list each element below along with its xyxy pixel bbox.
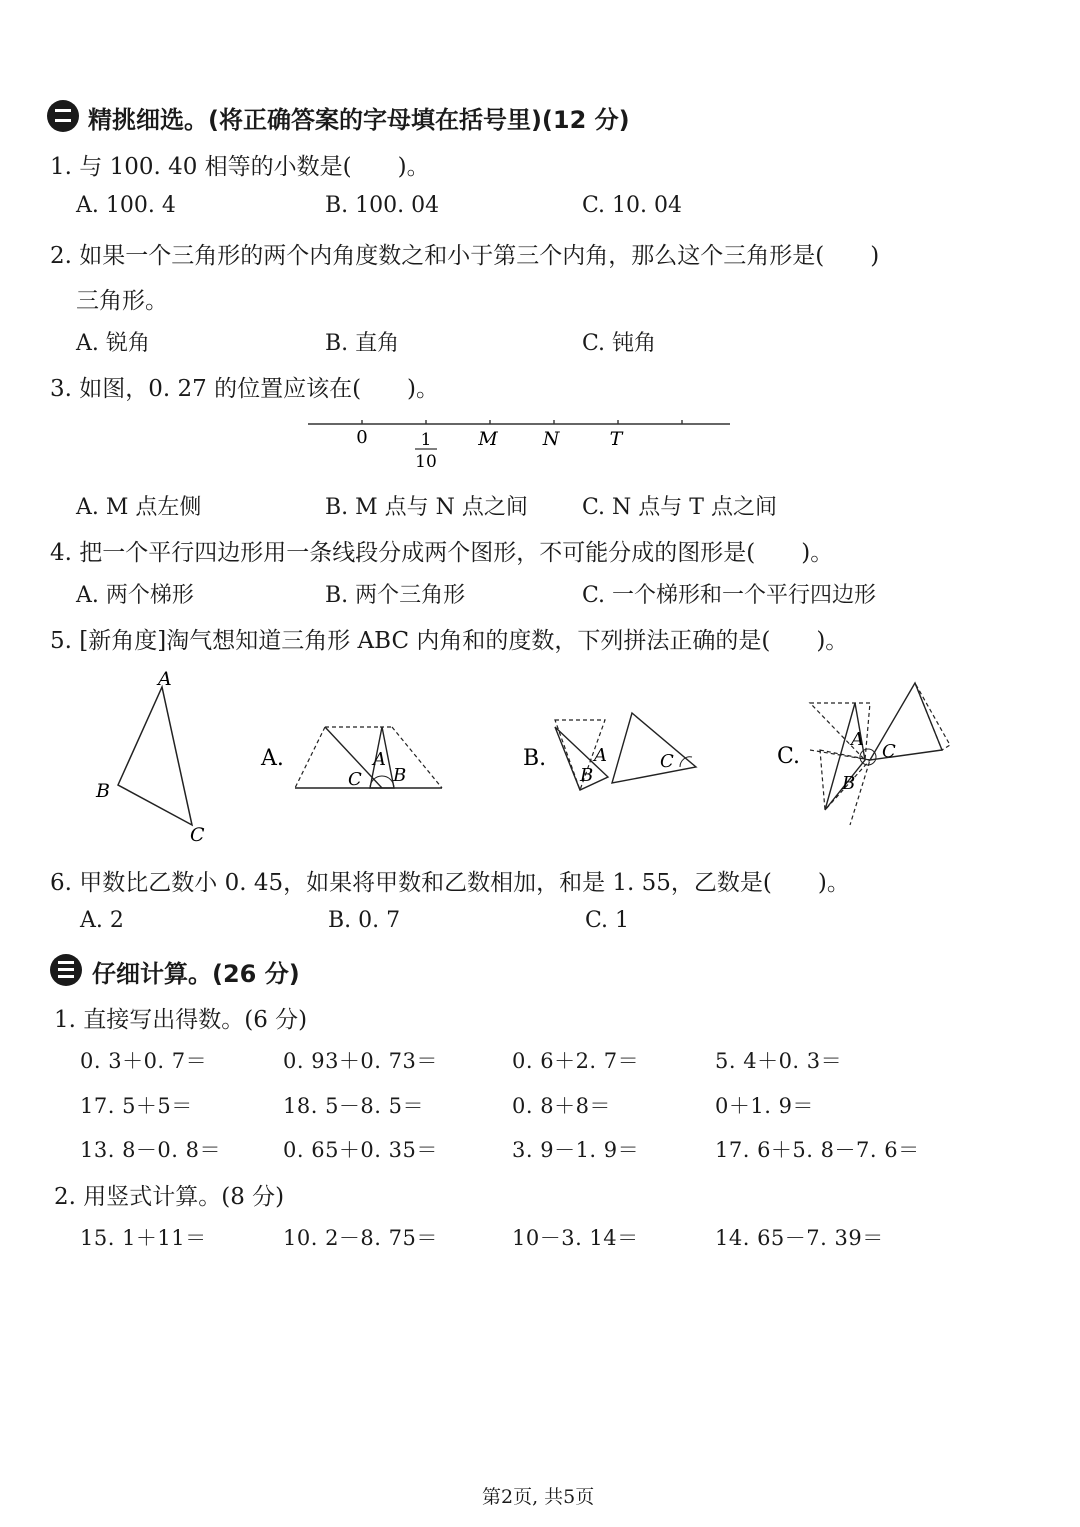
question-2: 2. 如果一个三角形的两个内角度数之和小于第三个内角，那么这个三角形是( )	[50, 243, 880, 269]
label-zero: 0	[356, 427, 368, 448]
calc-part-2-title: 2. 用竖式计算。(8 分)	[54, 1184, 285, 1210]
number-line-figure	[300, 410, 740, 475]
question-5: 5. [新角度]淘气想知道三角形 ABC 内角和的度数，下列拼法正确的是( )。	[50, 628, 849, 654]
option-b-vertex-c: C	[660, 751, 674, 772]
q2-option-c: C. 钝角	[582, 331, 657, 356]
section-number-badge-2	[47, 100, 79, 132]
q6-option-b: B. 0. 7	[328, 908, 401, 933]
vertical-calc-item: 10. 2－8. 75＝	[283, 1226, 438, 1250]
option-a-label: A.	[261, 746, 284, 771]
q2-option-b: B. 直角	[325, 331, 400, 356]
calc-item: 3. 9－1. 9＝	[512, 1138, 640, 1162]
q2-option-a: A. 锐角	[76, 331, 150, 356]
calc-item: 0. 8＋8＝	[512, 1094, 611, 1118]
question-6: 6. 甲数比乙数小 0. 45，如果将甲数和乙数相加，和是 1. 55，乙数是( )。	[50, 870, 850, 896]
option-c-vertex-a: A	[851, 729, 864, 750]
option-c-figure	[777, 683, 950, 825]
calc-part-1-title: 1. 直接写出得数。(6 分)	[54, 1007, 308, 1033]
q1-option-c: C. 10. 04	[582, 193, 683, 218]
question-4: 4. 把一个平行四边形用一条线段分成两个图形，不可能分成的图形是( )。	[50, 540, 834, 566]
q3-option-c: C. N 点与 T 点之间	[582, 495, 777, 520]
q1-option-b: B. 100. 04	[325, 193, 440, 218]
triangle-figures	[80, 665, 960, 850]
vertical-calc-item: 10－3. 14＝	[512, 1226, 639, 1250]
q4-option-c: C. 一个梯形和一个平行四边形	[582, 583, 877, 608]
vertical-calc-item: 14. 65－7. 39＝	[715, 1226, 884, 1250]
label-n: N	[542, 428, 560, 450]
calc-item: 0＋1. 9＝	[715, 1094, 814, 1118]
vertex-label-b: B	[96, 780, 110, 802]
triangle-abc	[95, 668, 205, 846]
section-3-title: 仔细计算。(26 分)	[92, 960, 300, 988]
question-1: 1. 与 100. 40 相等的小数是( )。	[50, 154, 430, 180]
option-b-vertex-b: B	[580, 765, 594, 786]
calc-item: 13. 8－0. 8＝	[80, 1138, 222, 1162]
q3-option-b: B. M 点与 N 点之间	[325, 495, 528, 520]
vertex-label-a: A	[158, 668, 172, 690]
calc-item: 0. 65＋0. 35＝	[283, 1138, 438, 1162]
section-2-title: 精挑细选。(将正确答案的字母填在括号里)(12 分)	[88, 106, 630, 134]
label-frac-numerator: 1	[420, 430, 432, 450]
option-a-vertex-a: A	[373, 749, 386, 770]
q6-option-a: A. 2	[80, 908, 124, 933]
vertex-label-c: C	[190, 824, 205, 846]
option-c-label: C.	[777, 744, 801, 769]
label-t: T	[609, 428, 623, 450]
q3-option-a: A. M 点左侧	[76, 495, 202, 520]
q1-option-a: A. 100. 4	[76, 193, 176, 218]
calc-item: 18. 5－8. 5＝	[283, 1094, 425, 1118]
option-a-vertex-b: B	[393, 765, 407, 786]
question-3: 3. 如图，0. 27 的位置应该在( )。	[50, 376, 440, 402]
option-c-vertex-c: C	[882, 741, 896, 762]
page-footer: 第2页, 共5页	[482, 1486, 595, 1508]
question-2-line-2: 三角形。	[76, 288, 168, 314]
calc-item: 0. 93＋0. 73＝	[283, 1049, 438, 1073]
calc-item: 0. 6＋2. 7＝	[512, 1049, 640, 1073]
calc-item: 17. 6＋5. 8－7. 6＝	[715, 1138, 920, 1162]
option-b-figure	[523, 713, 696, 790]
option-b-vertex-a: A	[594, 745, 607, 766]
option-a-vertex-c: C	[348, 769, 362, 790]
option-c-vertex-b: B	[842, 773, 856, 794]
calc-item: 5. 4＋0. 3＝	[715, 1049, 843, 1073]
q4-option-a: A. 两个梯形	[76, 583, 194, 608]
label-m: M	[478, 428, 498, 450]
option-b-label: B.	[523, 746, 547, 771]
section-number-badge-3	[50, 954, 82, 986]
vertical-calc-item: 15. 1＋11＝	[80, 1226, 207, 1250]
option-a-figure	[260, 727, 442, 790]
q4-option-b: B. 两个三角形	[325, 583, 466, 608]
calc-item: 17. 5＋5＝	[80, 1094, 193, 1118]
label-frac-denominator: 10	[415, 452, 437, 472]
calc-item: 0. 3＋0. 7＝	[80, 1049, 208, 1073]
q6-option-c: C. 1	[585, 908, 630, 933]
